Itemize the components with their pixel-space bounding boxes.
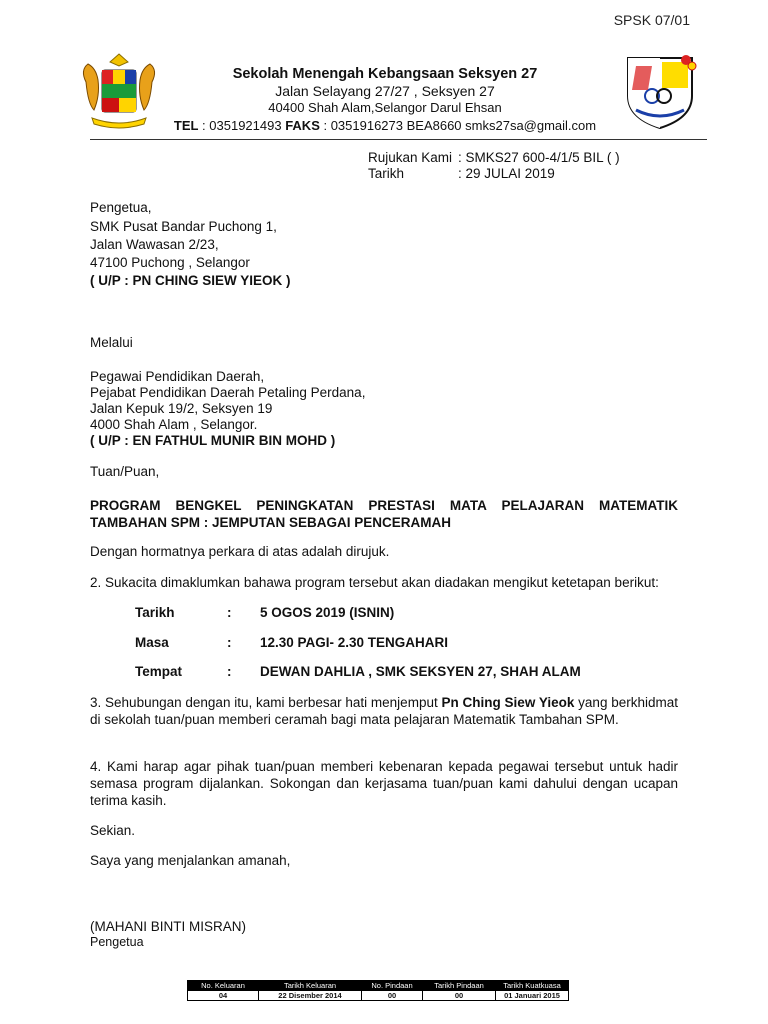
detail-date xyxy=(135,605,394,620)
recipient-line4: 47100 Puchong , Selangor xyxy=(90,255,250,270)
paragraph-1: Dengan hormatnya perkara di atas adalah dirujuk. xyxy=(90,544,390,559)
recipient-attention: ( U/P : PN CHING SIEW YIEOK ) xyxy=(90,273,291,288)
recipient-line3: Jalan Wawasan 2/23, xyxy=(90,237,219,252)
detail-colon: : xyxy=(227,664,232,679)
officer-line1: Pegawai Pendidikan Daerah, xyxy=(90,369,265,384)
via-text: Melalui xyxy=(90,335,133,350)
control-table-value-row xyxy=(188,991,569,1001)
closing-amanah: Saya yang menjalankan amanah, xyxy=(90,853,291,868)
signatory-name: (MAHANI BINTI MISRAN) xyxy=(90,919,247,934)
tel-number: : 0351921493 xyxy=(198,118,286,133)
reference-value: : SMKS27 600-4/1/5 BIL ( ) xyxy=(458,150,620,165)
recipient-line2: SMK Pusat Bandar Puchong 1, xyxy=(90,219,277,234)
paragraph-4: 4. Kami harap agar pihak tuan/puan memberi kebenaran kepada pegawai tersebut untuk hadir semasa program dijalankan. Sokongan dan kerjasama tuan/puan kami dahului dengan ucapan terima kasih. xyxy=(90,759,678,808)
fax-label: FAKS xyxy=(285,118,320,133)
officer-line3: Jalan Kepuk 19/2, Seksyen 19 xyxy=(90,401,273,416)
detail-place-value: DEWAN DAHLIA , SMK SEKSYEN 27, SHAH ALAM xyxy=(260,664,581,679)
tel-label: TEL xyxy=(173,118,199,133)
detail-time-label: Masa xyxy=(135,635,169,650)
detail-colon: : xyxy=(227,605,232,620)
date-label: Tarikh xyxy=(368,166,405,181)
school-contact-line xyxy=(150,118,620,133)
paragraph-3-post: yang berkhidmat di sekolah tuan/puan memberi ceramah bagi mata pelajaran Matematik Tambahan SPM. xyxy=(90,695,679,727)
paragraph-2: 2. Sukacita dimaklumkan bahawa program tersebut akan diadakan mengikut ketetapan berikut: xyxy=(90,575,659,590)
reference-label: Rujukan Kami xyxy=(368,150,453,165)
control-header-cell: Tarikh Pindaan xyxy=(423,981,496,991)
control-header-cell: Tarikh Keluaran xyxy=(259,981,362,991)
paragraph-3-pre: 3. Sehubungan dengan itu, kami berbesar hati menjemput xyxy=(90,695,442,710)
salutation: Tuan/Puan, xyxy=(90,464,160,479)
coat-of-arms-logo xyxy=(78,52,160,130)
detail-place xyxy=(135,664,581,679)
detail-time xyxy=(135,635,448,650)
control-value-cell: 00 xyxy=(423,991,496,1001)
recipient-line1: Pengetua, xyxy=(90,200,152,215)
school-crest-logo xyxy=(622,52,698,130)
control-value-cell: 22 Disember 2014 xyxy=(259,991,362,1001)
paragraph-3 xyxy=(90,694,678,728)
detail-colon: : xyxy=(227,635,232,650)
school-address-line2: 40400 Shah Alam,Selangor Darul Ehsan xyxy=(268,100,502,115)
school-name: Sekolah Menengah Kebangsaan Seksyen 27 xyxy=(232,66,538,82)
detail-date-label: Tarikh xyxy=(135,605,175,620)
invitee-name: Pn Ching Siew Yieok xyxy=(441,695,575,710)
officer-attention: ( U/P : EN FATHUL MUNIR BIN MOHD ) xyxy=(90,433,336,448)
date-value: : 29 JULAI 2019 xyxy=(458,166,555,181)
fax-number: : 0351916273 BEA8660 smks27sa@gmail.com xyxy=(319,118,597,133)
detail-time-value: 12.30 PAGI- 2.30 TENGAHARI xyxy=(260,635,449,650)
signatory-title: Pengetua xyxy=(90,935,144,949)
control-table-header-row xyxy=(188,981,569,991)
control-header-cell: Tarikh Kuatkuasa xyxy=(496,981,569,991)
date-line xyxy=(368,166,555,181)
document-control-table xyxy=(187,980,569,1001)
officer-line4: 4000 Shah Alam , Selangor. xyxy=(90,417,258,432)
reference-line xyxy=(368,150,620,165)
document-code: SPSK 07/01 xyxy=(613,12,690,28)
control-value-cell: 00 xyxy=(362,991,423,1001)
school-address-line1: Jalan Selayang 27/27 , Seksyen 27 xyxy=(275,83,495,99)
subject-line: PROGRAM BENGKEL PENINGKATAN PRESTASI MATA PELAJARAN MATEMATIK TAMBAHAN SPM : JEMPUTAN SEBAGAI PENCERAMAH xyxy=(90,498,678,530)
detail-place-label: Tempat xyxy=(135,664,183,679)
control-header-cell: No. Keluaran xyxy=(188,981,259,991)
closing-sekian: Sekian. xyxy=(90,823,136,838)
officer-line2: Pejabat Pendidikan Daerah Petaling Perdana, xyxy=(90,385,366,400)
control-value-cell: 01 Januari 2015 xyxy=(496,991,569,1001)
header-rule xyxy=(90,139,707,140)
control-value-cell: 04 xyxy=(188,991,259,1001)
detail-date-value: 5 OGOS 2019 (ISNIN) xyxy=(260,605,395,620)
control-header-cell: No. Pindaan xyxy=(362,981,423,991)
